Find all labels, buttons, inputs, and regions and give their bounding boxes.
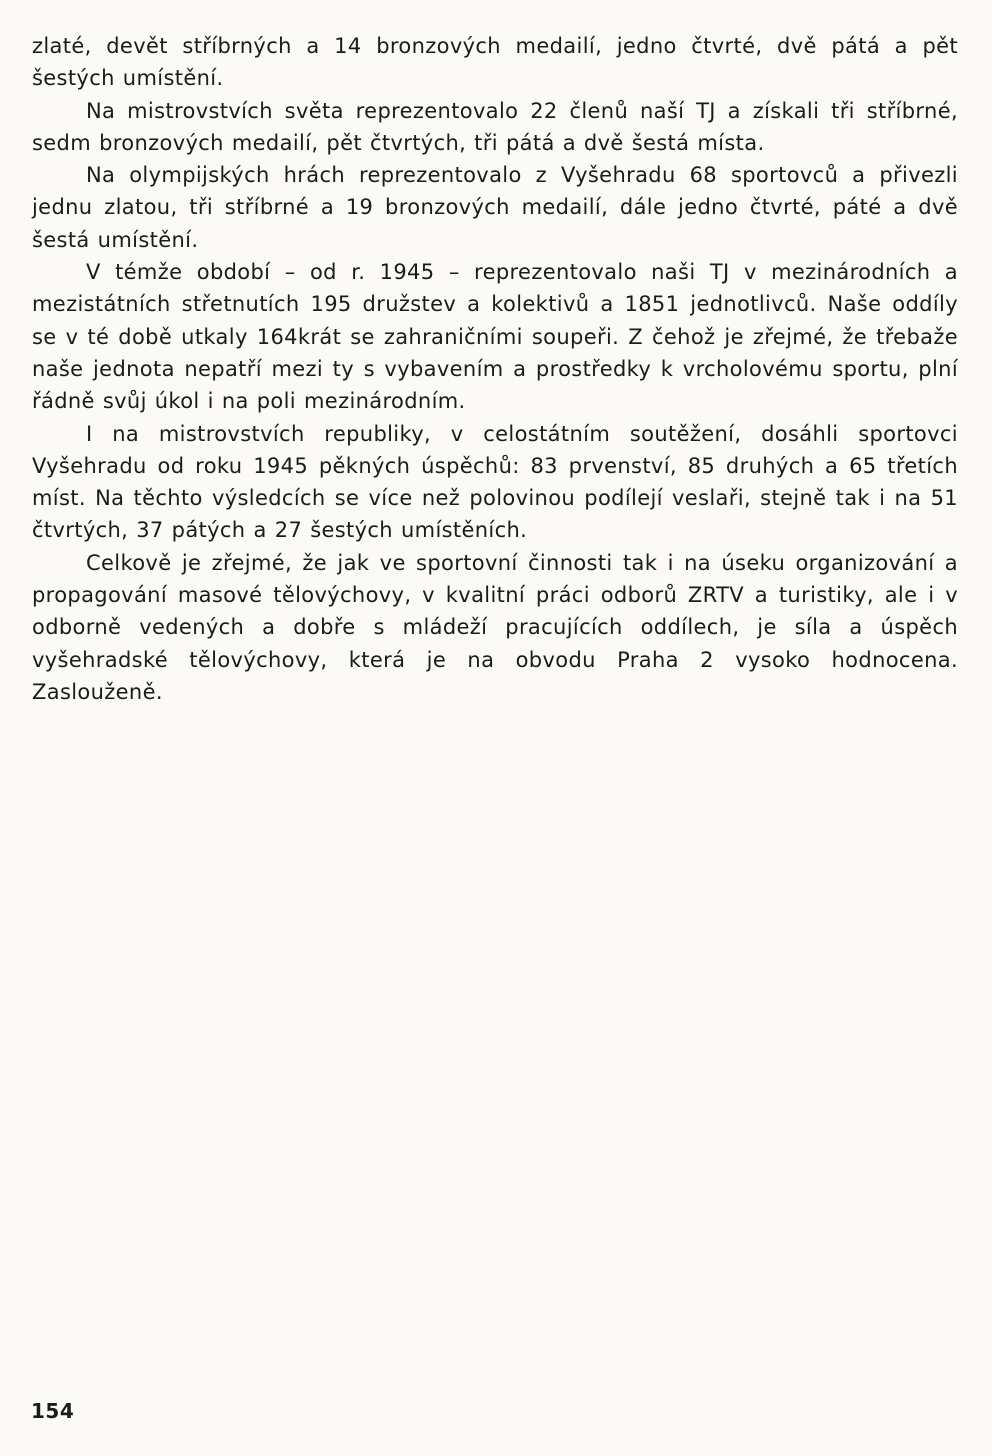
paragraph-international-matches: V témže období – od r. 1945 – reprezentovalo naši TJ v mezinárodních a mezistátních střetnutích 195 družstev a kolektivů a 1851 jednotlivců. Naše oddíly se v té době utkaly 164krát se zahraničními soupeři. Z čehož je zřejmé, že třebaže naše jednota nepatří mezi ty s vybavením a prostředky k vrcholovému sportu, plní řádně svůj úkol i na poli mezinárodním. [32,260,958,414]
paragraph-conclusion: Celkově je zřejmé, že jak ve sportovní činnosti tak i na úseku organizování a propagování masové tělovýchovy, v kvalitní práci odborů ZRTV a turistiky, ale i v odborně vedených a dobře s mládeží pracujících oddílech, je síla a úspěch vyšehradské tělovýchovy, která je na obvodu Praha 2 vysoko hodnocena. Zaslouženě. [32,550,958,704]
paragraph-world-championships: Na mistrovstvích světa reprezentovalo 22 členů naší TJ a získali tři stříbrné, sedm bronzových medailí, pět čtvrtých, tři pátá a dvě šestá místa. [32,98,958,155]
body-text [32,30,958,708]
page-number: 154 [31,1399,75,1423]
paragraph-national-championships: I na mistrovstvích republiky, v celostátním soutěžení, dosáhli sportovci Vyšehradu od roku 1945 pěkných úspěchů: 83 prvenství, 85 druhých a 65 třetích míst. Na těchto výsledcích se více než polovinou podílejí veslaři, stejně tak i na 51 čtvrtých, 37 pátých a 27 šestých umístěních. [32,421,958,543]
paragraph-continuation: zlaté, devět stříbrných a 14 bronzových medailí, jedno čtvrté, dvě pátá a pět šestých umístění. [32,34,958,91]
paragraph-olympic-games: Na olympijských hrách reprezentovalo z Vyšehradu 68 sportovců a přivezli jednu zlatou, tři stříbrné a 19 bronzových medailí, dále jedno čtvrté, páté a dvě šestá umístění. [32,163,958,252]
